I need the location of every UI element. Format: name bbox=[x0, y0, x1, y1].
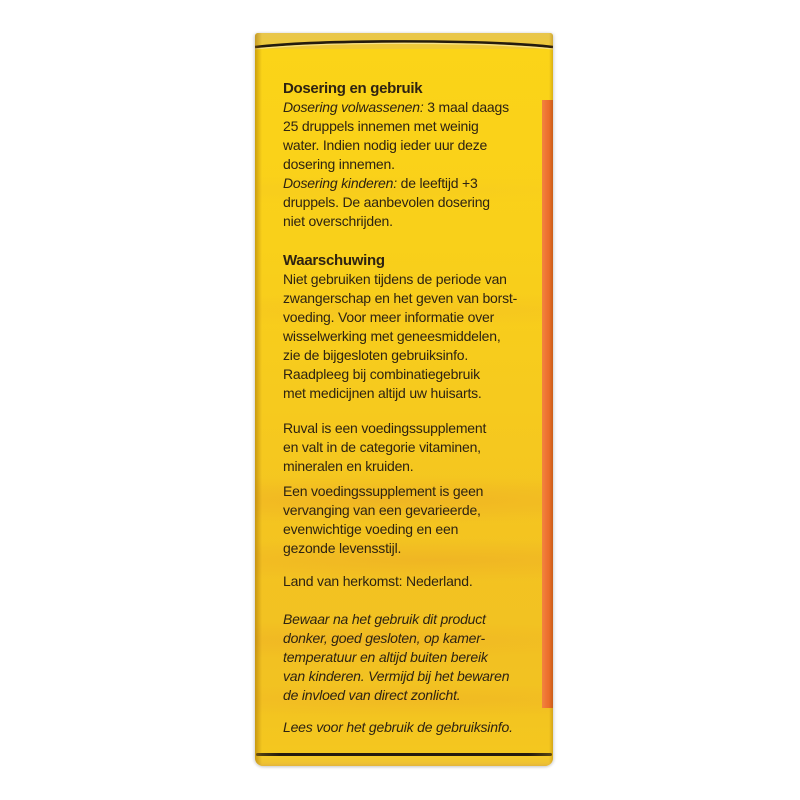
text-line: druppels. De aanbevolen dosering bbox=[283, 194, 490, 210]
section-bewaaradvies bbox=[283, 610, 539, 705]
text-line: 25 druppels innemen met weinig bbox=[283, 118, 479, 134]
text-line: met medicijnen altijd uw huisarts. bbox=[283, 385, 482, 401]
text-line: mineralen en kruiden. bbox=[283, 458, 414, 474]
text-line: niet overschrijden. bbox=[283, 213, 393, 229]
section-waarschuwing bbox=[283, 251, 539, 403]
text-line: Dosering volwassenen: 3 maal daags bbox=[283, 99, 509, 115]
text-line: voeding. Voor meer informatie over bbox=[283, 309, 495, 325]
box-bottom-flap bbox=[255, 756, 553, 766]
text-line: evenwichtige voeding en een bbox=[283, 521, 459, 537]
text-line: temperatuur en altijd buiten bereik bbox=[283, 649, 488, 665]
text-line: Dosering kinderen: de leeftijd +3 bbox=[283, 175, 478, 191]
text-line: wisselwerking met geneesmiddelen, bbox=[283, 328, 501, 344]
panel-text bbox=[283, 79, 539, 737]
text-line: vervanging van een gevarieerde, bbox=[283, 502, 481, 518]
text-line: dosering innemen. bbox=[283, 156, 395, 172]
box-top-seam bbox=[255, 33, 553, 51]
section-herkomst bbox=[283, 572, 539, 591]
section-voedingssupplement bbox=[283, 482, 539, 558]
text-line: Een voedingssupplement is geen bbox=[283, 483, 484, 499]
text-line: zie de bijgesloten gebruiksinfo. bbox=[283, 347, 469, 363]
text-line: Land van herkomst: Nederland. bbox=[283, 573, 473, 589]
box-right-fold-shading bbox=[549, 33, 553, 766]
text-line: Niet gebruiken tijdens de periode van bbox=[283, 271, 507, 287]
text-line: donker, goed gesloten, op kamer- bbox=[283, 630, 485, 646]
product-box-side-panel bbox=[255, 33, 553, 766]
text-line: van kinderen. Vermijd bij het bewaren bbox=[283, 668, 510, 684]
text-line: zwangerschap en het geven van borst- bbox=[283, 290, 518, 306]
text-line: Raadpleeg bij combinatiegebruik bbox=[283, 366, 480, 382]
text-line: Waarschuwing bbox=[283, 252, 385, 269]
text-line: Bewaar na het gebruik dit product bbox=[283, 611, 486, 627]
section-categorie bbox=[283, 419, 539, 476]
box-left-fold-shading bbox=[255, 33, 262, 766]
text-line: Dosering en gebruik bbox=[283, 80, 423, 97]
text-line: de invloed van direct zonlicht. bbox=[283, 687, 461, 703]
text-line: water. Indien nodig ieder uur deze bbox=[283, 137, 488, 153]
section-lees-gebruiksinfo bbox=[283, 718, 539, 737]
section-dosering-en-gebruik bbox=[283, 79, 539, 231]
text-line: gezonde levensstijl. bbox=[283, 540, 402, 556]
text-line: en valt in de categorie vitaminen, bbox=[283, 439, 481, 455]
text-line: Lees voor het gebruik de gebruiksinfo. bbox=[283, 719, 513, 735]
text-line: Ruval is een voedingssupplement bbox=[283, 420, 487, 436]
